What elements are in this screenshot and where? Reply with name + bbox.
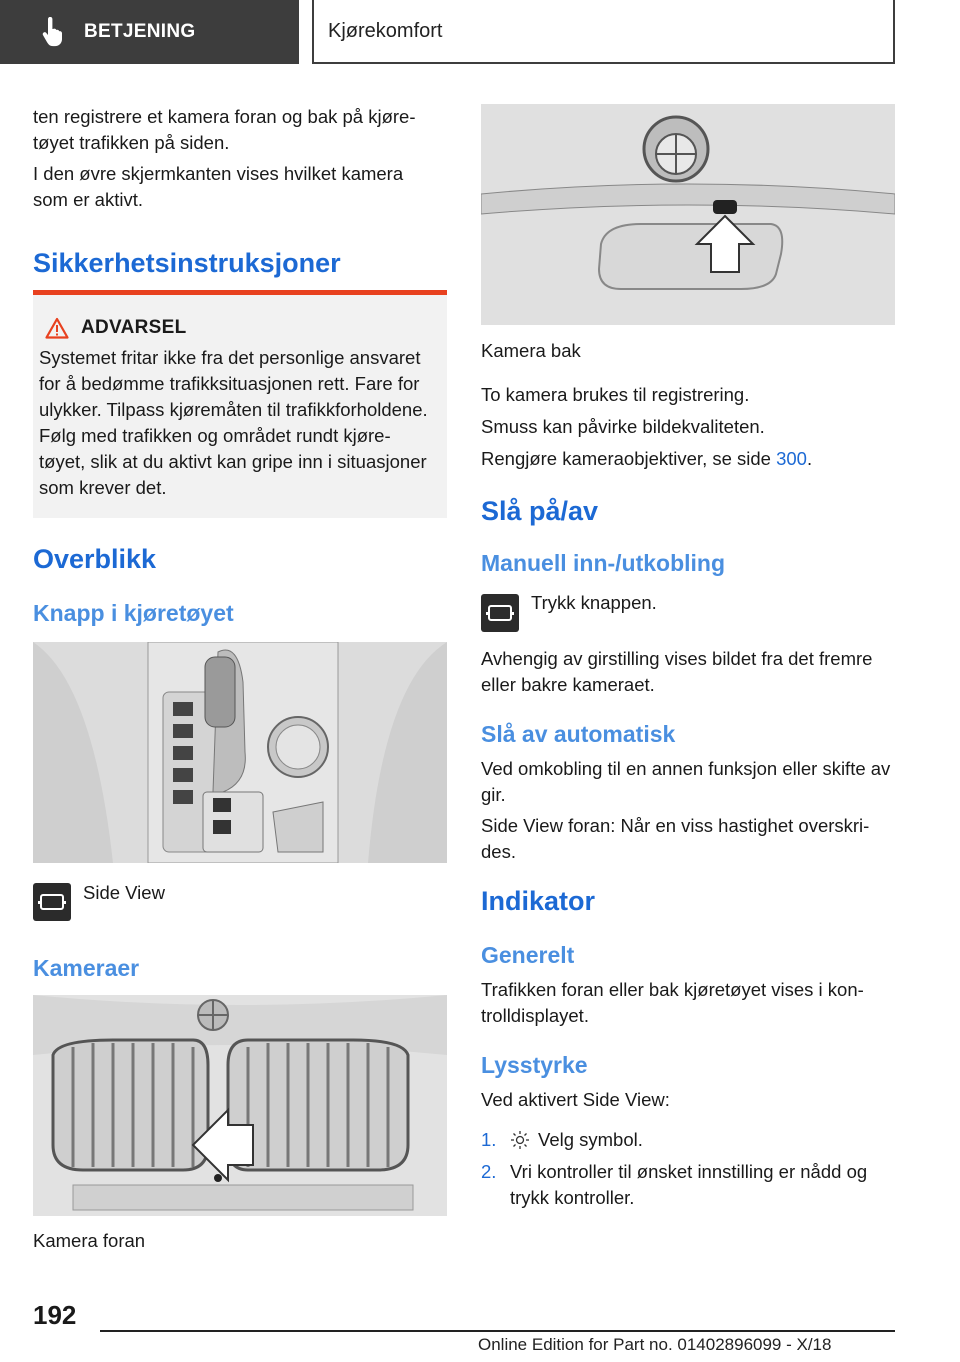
paragraph-two-cameras: To kamera brukes til registrering. [481, 384, 750, 405]
paragraph-dirt: Smuss kan påvirke bildekvaliteten. [481, 416, 765, 437]
warning-title: ADVARSEL [81, 317, 187, 338]
footer-edition: Online Edition for Part no. 01402896099 - X/18 [478, 1335, 832, 1354]
footer-divider [100, 1330, 895, 1332]
manual-heading: Manuell inn-/utkobling [481, 550, 726, 576]
section-title: BETJENING [84, 21, 196, 42]
warning-text: Systemet fritar ikke fra det personlige ansvaret for å bedømme trafikksituasjonen rett. Fare for ulykker. Tilpass kjøremåten til trafikkforholdene. Følg med trafikken og området rundt kjøre‐ tøyet, slik at du aktivt kan gripe inn i situasjoner som krever det. [39, 347, 428, 498]
brightness-sun-icon [510, 1130, 530, 1150]
center-console-image [33, 642, 447, 863]
warning-triangle-icon [45, 317, 69, 339]
paragraph-switch-function: Ved omkobling til en annen funksjon eller skifte av gir. [481, 758, 891, 805]
step-2-text: Vri kontroller til ønsket innstilling er nådd og trykk kontroller. [510, 1161, 868, 1208]
auto-off-heading: Slå av automatisk [481, 721, 676, 747]
camera-button-icon [481, 594, 519, 632]
page-link-300[interactable]: 300 [776, 448, 807, 469]
hand-pointer-icon [40, 17, 66, 47]
chapter-tab [312, 0, 895, 64]
paragraph-side-view-active: Ved aktivert Side View: [481, 1089, 670, 1110]
front-camera-image [33, 995, 447, 1216]
paragraph-clean-lenses [481, 446, 812, 472]
cameras-heading: Kameraer [33, 955, 140, 981]
side-view-button-icon [33, 883, 71, 921]
paragraph-speed: Side View foran: Når en viss hastighet overskri‐ des. [481, 815, 870, 862]
paragraph-gear-position: Avhengig av girstilling vises bildet fra det fremre eller bakre kameraet. [481, 648, 873, 695]
clean-lenses-text: Rengjøre kameraobjektiver, se side [481, 448, 777, 469]
step-2-number: 2. [481, 1161, 497, 1182]
button-in-vehicle-heading: Knapp i kjøretøyet [33, 600, 234, 626]
section-tab [0, 0, 299, 64]
indicator-heading: Indikator [481, 886, 596, 916]
press-button-text: Trykk knappen. [531, 592, 657, 613]
brightness-heading: Lysstyrke [481, 1052, 588, 1078]
rear-camera-image [481, 104, 895, 325]
rear-camera-caption: Kamera bak [481, 340, 581, 361]
warning-title-row [45, 317, 439, 339]
chapter-title: Kjørekomfort [328, 19, 443, 42]
clean-lenses-period: . [806, 448, 813, 469]
warning-box [33, 290, 447, 518]
on-off-heading: Slå på/av [481, 496, 599, 526]
page-number: 192 [33, 1300, 77, 1330]
step-1-text: Velg symbol. [538, 1129, 643, 1150]
step-1-number: 1. [481, 1129, 497, 1150]
front-camera-caption: Kamera foran [33, 1230, 146, 1251]
overview-heading: Overblikk [33, 544, 157, 574]
intro-paragraph-1: ten registrere et kamera foran og bak på kjøre‐ tøyet trafikken på siden. [33, 106, 416, 153]
paragraph-traffic-display: Trafikken foran eller bak kjøretøyet vises i kon‐ trolldisplayet. [481, 979, 864, 1026]
general-heading: Generelt [481, 942, 575, 968]
intro-paragraph-2: I den øvre skjermkanten vises hvilket kamera som er aktivt. [33, 163, 404, 210]
safety-heading: Sikkerhetsinstruksjoner [33, 248, 341, 278]
side-view-label: Side View [83, 882, 165, 903]
